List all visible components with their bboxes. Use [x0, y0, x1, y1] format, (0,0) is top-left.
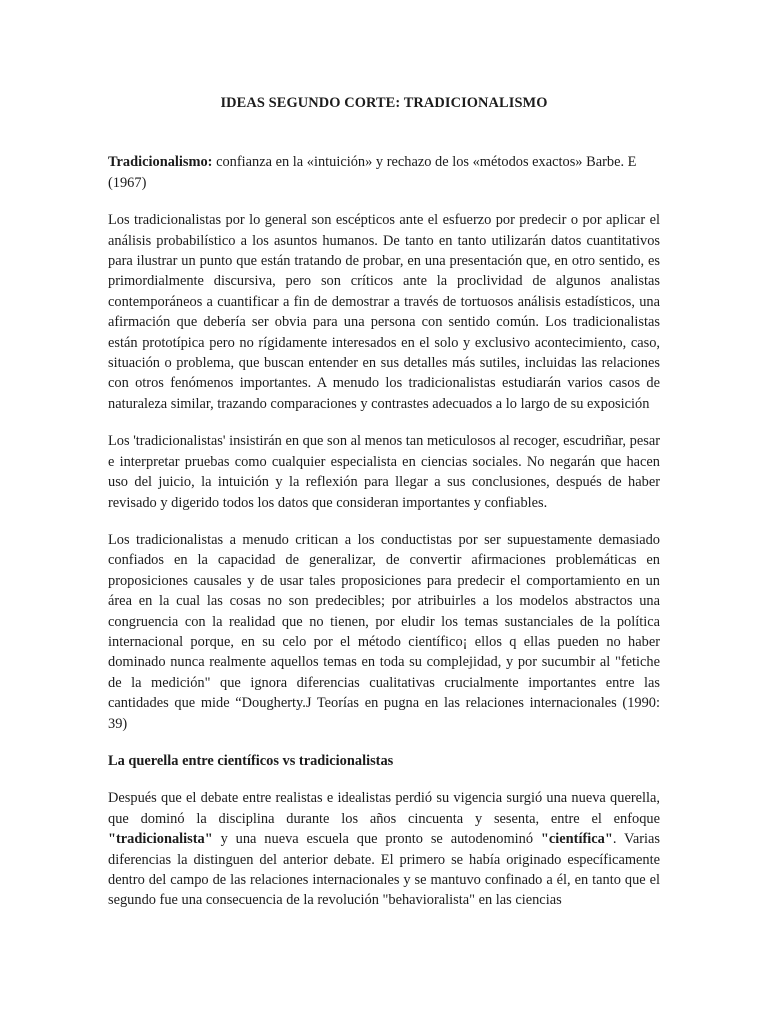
- body-paragraph-3: Los tradicionalistas a menudo critican a los conductistas por ser supuestamente demasiado confiados en la capacidad de generalizar, de convertir afirmaciones problemáticas en proposiciones causales y de usar tales proposiciones para predecir el comportamiento en un área en la cual las cosas no son predecibles; por atribuirles a los modelos abstractos una congruencia con la realidad que no tienen, por eludir los temas sustanciales de la política internacional porque, en su celo por el método científico¡ ellos q ellas pueden no haber dominado nunca realmente aquellos temas en toda su complejidad, y por sucumbir al "fetiche de la medición" que ignora diferencias cualitativas crucialmente importantes entre las cantidades que mide “Dougherty.J Teorías en pugna en las relaciones internacionales (1990: 39): [108, 531, 660, 732]
- final-paragraph-part-1: Después que el debate entre realistas e idealistas perdió su vigencia surgió una nueva querella, que dominó la disciplina durante los años cincuenta y sesenta, entre el enfoque: [108, 790, 660, 827]
- final-paragraph: [108, 788, 660, 910]
- term-tradicionalista: "tradicionalista": [108, 831, 213, 848]
- body-paragraph-2: Los 'tradicionalistas' insistirán en que son al menos tan meticulosos al recoger, escudriñar, pesar e interpretar pruebas como cualquier especialista en ciencias sociales. No negarán que hacen uso del juicio, la intuición y la reflexión para llegar a sus conclusiones, después de haber revisado y digerido todos los datos que consideran importantes y confiables.: [108, 433, 660, 511]
- definition-text: confianza en la «intuición» y rechazo de los «métodos exactos» Barbe. E (1967): [108, 154, 637, 191]
- definition-term: Tradicionalismo:: [108, 154, 213, 171]
- section-subheading: La querella entre científicos vs tradicionalistas: [108, 752, 394, 769]
- final-paragraph-part-3: . Varias diferencias la distinguen del anterior debate. El primero se había originado específicamente dentro del campo de las relaciones internacionales y se mantuvo confinado a él, en tanto que el segundo fue una consecuencia de la revolución "behavioralista" en las ciencias: [108, 831, 660, 909]
- body-paragraph-1: Los tradicionalistas por lo general son escépticos ante el esfuerzo por predecir o por aplicar el análisis probabilístico a los asuntos humanos. De tanto en tanto utilizarán datos cuantitativos para ilustrar un punto que están tratando de probar, en una presentación que, en otro sentido, es primordialmente discursiva, pero son críticos ante la proclividad de algunos analistas contemporáneos a cuantificar a fin de demostrar a través de tortuosos análisis estadísticos, una afirmación que debería ser obvia para una persona con sentido común. Los tradicionalistas están prototípica pero no rígidamente interesados en el solo y exclusivo acontecimiento, caso, situación o problema, que buscan entender en sus detalles más sutiles, incluidas las relaciones con otros fenómenos importantes. A menudo los tradicionalistas estudiarán varios casos de naturaleza similar, trazando comparaciones y contrastes adecuados a lo largo de su exposición: [108, 212, 660, 412]
- definition-paragraph: [108, 152, 660, 193]
- final-paragraph-part-2: y una nueva escuela que pronto se autodenominó: [212, 831, 541, 848]
- document-title: IDEAS SEGUNDO CORTE: TRADICIONALISMO: [220, 95, 548, 111]
- term-cientifica: "científica": [540, 831, 613, 848]
